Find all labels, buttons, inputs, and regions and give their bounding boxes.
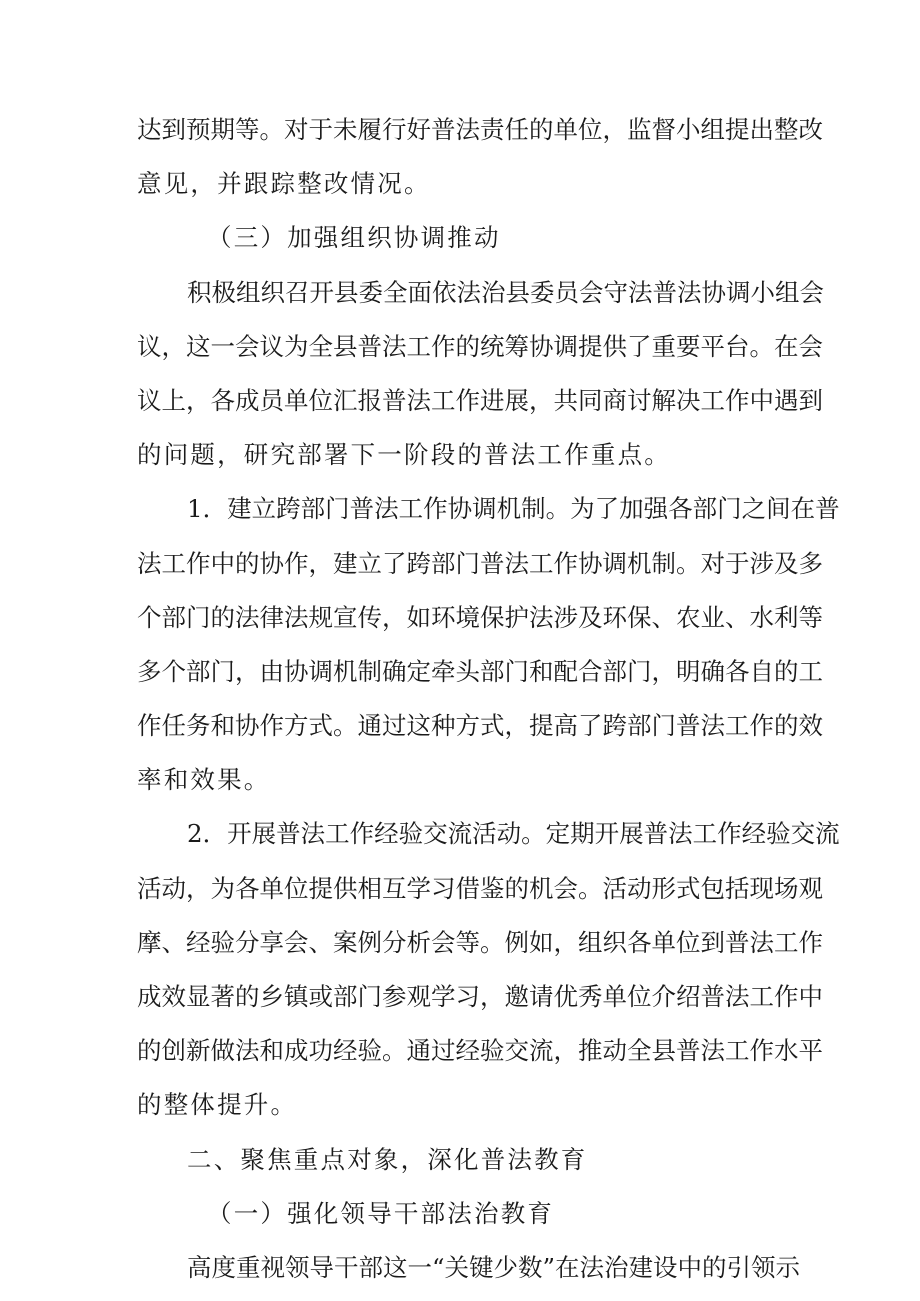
text-line: 活动，为各单位提供相互学习借鉴的机会。活动形式包括现场观: [137, 873, 823, 903]
paragraph: [137, 266, 824, 483]
text-line: 达到预期等。对于未履行好普法责任的单位，监督小组提出整改: [137, 115, 823, 144]
text-line: 作任务和协作方式。通过这种方式，提高了跨部门普法工作的效: [137, 711, 823, 741]
text-line: 摩、经验分享会、案例分析会等。例如，组织各单位到普法工作: [137, 927, 823, 957]
document-page: [137, 103, 840, 1295]
text-line: 的问题，研究部署下一阶段的普法工作重点。: [137, 440, 671, 470]
paragraph-continuation: [137, 103, 823, 211]
text-line: 议，这一会议为全县普法工作的统筹协调提供了重要平台。在会: [137, 331, 823, 361]
text-line: 高度重视领导干部这一“关键少数”在法治建设中的引领示: [187, 1252, 801, 1282]
paragraph: [137, 1241, 801, 1295]
text-line: 的创新做法和成功经验。通过经验交流，推动全县普法工作水平: [137, 1036, 823, 1066]
text-line: 率和效果。: [137, 765, 271, 795]
text-line: 1．建立跨部门普法工作协调机制。为了加强各部门之间在普: [187, 494, 840, 524]
section-heading: （三）加强组织协调推动: [207, 223, 501, 253]
text-line: 法工作中的协作，建立了跨部门普法工作协调机制。对于涉及多: [137, 548, 823, 578]
paragraph: [137, 482, 840, 807]
chapter-heading: 二、聚焦重点对象，深化普法教育: [187, 1144, 588, 1174]
text-line: 意见，并跟踪整改情况。: [137, 169, 431, 199]
text-line: 成效显著的乡镇或部门参观学习，邀请优秀单位介绍普法工作中: [137, 982, 823, 1011]
paragraph: [137, 807, 840, 1132]
text-line: 议上，各成员单位汇报普法工作进展，共同商讨解决工作中遇到: [137, 385, 823, 415]
section-heading: （一）强化领导干部法治教育: [207, 1198, 555, 1228]
text-line: 2．开展普法工作经验交流活动。定期开展普法工作经验交流: [187, 819, 840, 849]
text-line: 个部门的法律法规宣传，如环境保护法涉及环保、农业、水利等: [137, 602, 823, 632]
text-line: 多个部门，由协调机制确定牵头部门和配合部门，明确各自的工: [137, 656, 823, 686]
text-line: 积极组织召开县委全面依法治县委员会守法普法协调小组会: [187, 277, 824, 307]
text-line: 的整体提升。: [137, 1090, 298, 1120]
